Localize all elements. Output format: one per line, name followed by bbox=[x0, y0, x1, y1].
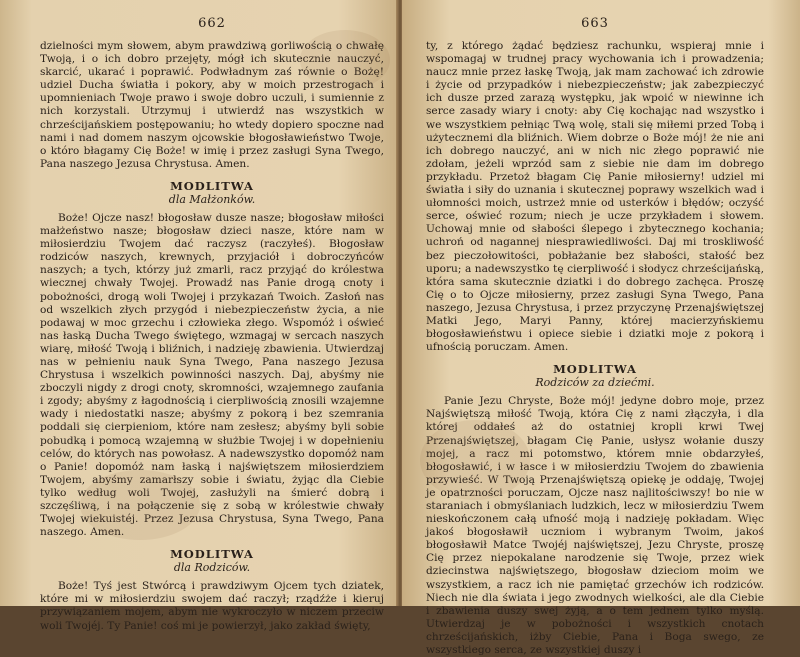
right-page bbox=[402, 0, 800, 657]
section2-heading: MODLITWA bbox=[170, 547, 254, 562]
left-page-number: 662 bbox=[198, 16, 226, 31]
section3-subheading: Rodziców za dziećmi. bbox=[535, 376, 655, 390]
section1-heading: MODLITWA bbox=[170, 178, 254, 193]
left-top-paragraph: dzielności mym słowem, abym prawdziwą gorliwością o chwałę Twoją, i o ich dobro przejęty, mógł ich skutecznie nauczyć, skarcić, ukarać i poprawić. Podwładnym zaś równie o Bożę! udziel Ducha światła i pokory, aby w moich przestrogach i upomnieniach Twoje prawo i swoje dobro uczuli, i sumiennie z nich korzystali. Utrzymuj i utwierdź nas wszystkich w chrześcijańskiem postępowaniu; ho wtedy dopiero spoczne nad nami i nad domem naszym ojcowskie błogosławieństwo Twoje, o któro błagamy Cię Boże! w imię i przez zasługi Syna Twego, Pana naszego Jezusa Chrystusa. Amen. bbox=[40, 40, 384, 170]
left-page bbox=[0, 0, 398, 632]
section2-paragraph: Boże! Tyś jest Stwórcą i prawdziwym Ojcem tych dziatek, które mi w miłosierdziu swojem dać raczył; rządźże i kieruj przywiązaniem mojem, abym nie wykroczyło w niczem przeciw woli Twojéj. Ty Panie! coś mi je powierzył, jako zakład święty, bbox=[40, 580, 384, 632]
section3-paragraph: Panie Jezu Chryste, Boże mój! jedyne dobro moje, przez Najświętszą miłość Twoją, która Cię z nami złączyła, i dla której oddałeś aż do ostatniej kropli krwi Twej Przenajświętszej, błagam Cię Panie, usłysz wołanie duszy mojej, a racz mi potomstwo, którem mnie obdarzyłeś, błogosławić, i w łasce i w miłosierdziu Twojem do zbawienia przywieść. W Twoją Przenajświętszą opiekę je oddaję, Twojej je opatrzności poruczam, Ojcze nasz najlitościwszy! bo nie w staraniach i obmyślaniach ludzkich, lecz w miłosierdziu Twem nieskończonem całą ufność moją i nadzieję pokładam. Więc jakoś błogosławił uczniom i wybranym Twoim, jakoś błogosławił Matce Twojéj najświętszej, Jezu Chryste, proszę Cię przez niepokalane narodzenie się Twoje, przez wiek dziecinstwa najświętszego, błogosław dzieciom moim we wszystkiem, a racz ich nie pamiętać grzechów ich rodziców. Niech nie dla świata i jego zwodnych wielkości, ale dla Ciebie i zbawienia duszy swej żyją, a o tem jednem tylko myślą. Utwierdzaj je w pobożności i wszystkich cnotach chrześcijańskich, iżby Ciebie, Pana i Boga swego, ze wszystkiego serca, ze wszystkiej duszy i bbox=[426, 395, 764, 657]
left-page-body bbox=[40, 40, 384, 633]
section1-subheading: dla Małżonków. bbox=[168, 192, 256, 206]
right-top-paragraph: ty, z którego żądać będziesz rachunku, wspieraj mnie i wspomagaj w trudnej pracy wychowania ich i prowadzenia; naucz mnie przez łaskę Twoją, jak mam zachować ich zdrowie i życie od przypadków i niebezpieczeństw; jak zabezpieczyć ich dusze przed zarazą występku, jak wpoić w niewinne ich serce zasady wiary i cnoty: aby Cię kochając nad wszystko i we wszystkiem pełniąc Twą wolę, stali się miłemi przed Tobą i użytecznemi dla bliźnich. Wiem dobrze o Boże mój! że nie ani ich dobrego nauczyć, ani w nich nic złego poprawić nie zdołam, jeżeli wprzód sam z siebie nie dam im dobrego przykładu. Przetoż błagam Cię Panie miłosierny! udziel mi światła i siły do uznania i skutecznej poprawy wszelkich wad i ułomności moich, ustrzeż mnie od usterków i błędów; oczyść serce, oświeć rozum; niech je ucze przykładem i słowem. Uchowaj mnie od słabości ślepego i zbytecznego kochania; uchroń od nagannej niesprawiedliwości. Daj mi troskliwość bez pieczołowitości, pobłażanie bez słabości, stałość bez uporu; a nadewszystko tę cierpliwość i słodycz chrześcijańską, która sama skutecznie dziatki i do dobrego zachęca. Proszę Cię o to Ojcze miłosierny, przez zasługi Syna Twego, Pana naszego, Jezusa Chrystusa, i przez przyczynę Przenajświętszej Matki Jego, Maryi Panny, której macierzyńskiemu błogosławieństwu i opiece siebie i dziatki moje z pokorą i ufnością poruczam. Amen. bbox=[426, 40, 764, 354]
section2-subheading: dla Rodziców. bbox=[173, 561, 251, 575]
section1-paragraph: Boże! Ojcze nasz! błogosław dusze nasze; błogosław miłości małżeństwo nasze; błogosław dzieci nasze, które nam w miłosierdziu Twojem dać raczysz (raczyłeś). Błogosław rodziców naszych, krewnych, przyjaciół i dobroczyńców naszych; a tych, którzy już zmarli, racz przyjąć do królestwa wiecznej chwały Twojej. Prowadź nas Panie drogą cnoty i pobożności, drogą woli Twojej i przykazań Twoich. Zasłoń nas od wszelkich złych przygód i niebezpieczeństw życia, a nie podawaj w moc grzechu i człowieka złego. Wspomóż i oświeć nas łaską Ducha Twego świętego, wzmagaj w sercach naszych wiarę, miłość Twoją i bliźnich, i nadzieję zbawienia. Utwierdzaj nas w pełnieniu nauk Syna Twego, Pana naszego Jezusa Chrystusa i wszelkich powinności naszych. Daj, abyśmy nie zboczyli nigdy z drogi cnoty, skromności, wzajemnego zaufania i zgody; abyśmy z łagodnością i cierpliwością znosili wzajemne wady i niedostatki nasze; abyśmy z pokorą i bez szemrania poddali się cierpieniom, które nam zesłesz; abyśmy byli sobie pobudką i pomocą wzajemną w służbie Twojej i w dopełnieniu celów, do których nas powołasz. A nadewszystko dopomóż nam o Panie! dopomóż nam łaską i najświętszem miłosierdziem Twojem, abyśmy zamarłszy sobie i światu, żyjąc dla Ciebie tylko według woli Twojej, zasłużyli na śmierć dobrą i szczęśliwą, i na połączenie się z sobą w królestwie chwały Twojej wiekuistéj. Przez Jezusa Chrystusa, Syna Twego, Pana naszego. Amen. bbox=[40, 211, 384, 539]
section3-heading: MODLITWA bbox=[553, 362, 637, 377]
right-page-number: 663 bbox=[581, 16, 609, 31]
right-page-body bbox=[426, 40, 764, 657]
